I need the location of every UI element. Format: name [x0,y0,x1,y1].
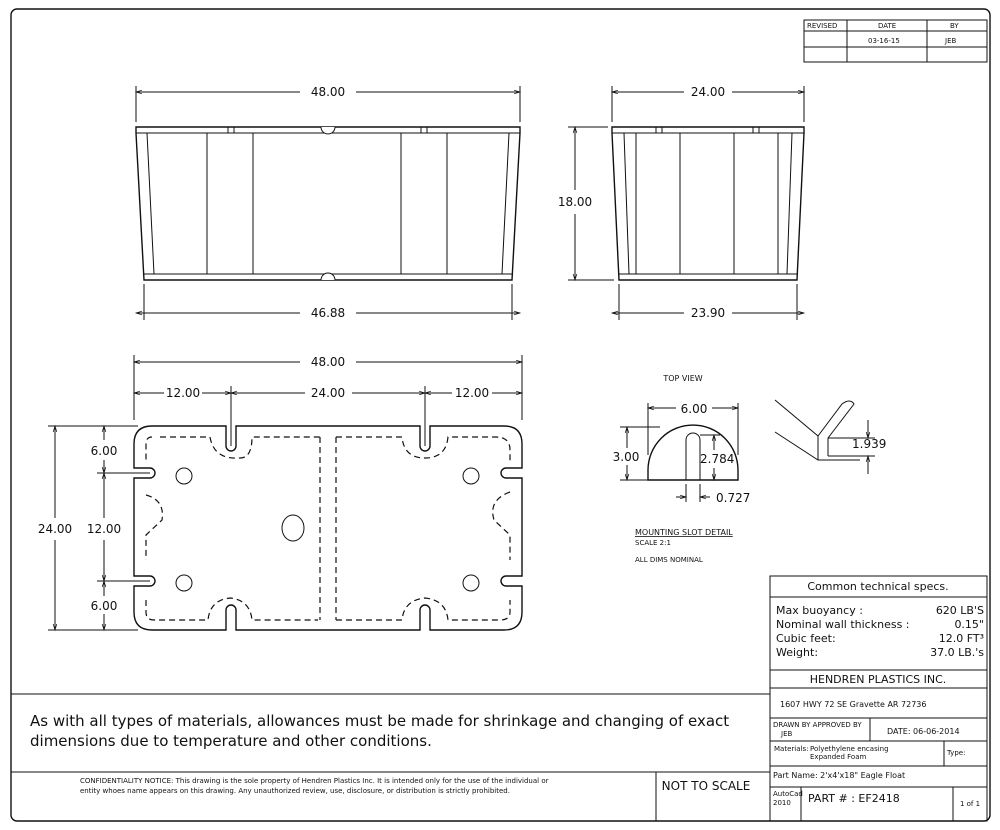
spec-label-buoyancy: Max buoyancy : [776,604,863,617]
slot-width-small: 0.727 [716,491,751,505]
autocad-year: 2010 [773,799,791,807]
front-top-width: 48.00 [310,85,346,99]
top-plan-view [38,355,522,630]
slot-depth: 2.784 [700,452,735,466]
plan-seg-right: 12.00 [454,386,490,400]
side-top-width: 24.00 [690,85,726,99]
side-view [558,85,804,320]
type-label: Type: [947,749,966,757]
notes-area [11,694,770,821]
rev-by: JEB [945,37,957,45]
spec-value-cubic: 12.0 FT³ [938,632,984,645]
slot-width: 6.00 [680,402,708,416]
slot-detail-note: ALL DIMS NOMINAL [635,556,703,564]
specs-title: Common technical specs. [807,580,949,593]
confidentiality-line-1: CONFIDENTIALITY NOTICE: This drawing is the sole property of Hendren Plastics Inc. It is intended only for the use of the individual or [80,777,549,785]
slot-height: 3.00 [612,450,640,464]
autocad-label: AutoCad [773,790,803,798]
rev-header-date: DATE [878,22,897,30]
materials-label: Materials: [774,745,809,753]
slot-detail-scale: SCALE 2:1 [635,539,671,547]
spec-label-weight: Weight: [776,646,819,659]
rev-date: 03-16-15 [868,37,900,45]
spec-value-weight: 37.0 LB.'s [930,646,984,659]
slot-side: 1.939 [852,437,887,451]
plan-v-top: 6.00 [90,444,118,458]
drawn-by: JEB [781,730,793,738]
front-bottom-width: 46.88 [310,306,346,320]
plan-v-bot: 6.00 [90,599,118,613]
spec-value-wall: 0.15" [954,618,984,631]
spec-value-buoyancy: 620 LB'S [935,604,984,617]
rev-header-revised: REVISED [807,22,838,30]
plan-v-mid: 12.00 [86,522,122,536]
spec-label-wall: Nominal wall thickness : [776,618,910,631]
title-block [770,670,987,821]
top-view-label: TOP VIEW [663,374,703,383]
front-view [136,85,520,320]
materials-line-2: Expanded Foam [810,753,867,761]
shrinkage-note-line-2: dimensions due to temperature and other conditions. [30,732,432,750]
part-name: Part Name: 2'x4'x18" Eagle Float [773,771,906,780]
revision-table [804,20,987,62]
mounting-slot-detail [613,374,887,564]
plan-overall-height: 24.00 [37,522,73,536]
side-height: 18.00 [557,195,593,209]
plan-seg-mid: 24.00 [310,386,346,400]
side-bottom-width: 23.90 [690,306,726,320]
drawing-date: DATE: 06-06-2014 [887,727,960,736]
sheet-number: 1 of 1 [959,800,981,808]
specs-table [770,576,987,670]
materials-line-1: Polyethylene encasing [810,745,889,753]
spec-label-cubic: Cubic feet: [776,632,836,645]
part-number: PART # : EF2418 [808,792,900,805]
company-name: HENDREN PLASTICS INC. [809,673,947,686]
slot-detail-title: MOUNTING SLOT DETAIL [635,528,733,537]
company-address: 1607 HWY 72 SE Gravette AR 72736 [780,700,927,709]
rev-header-by: BY [950,22,959,30]
scale-note: NOT TO SCALE [661,779,751,793]
shrinkage-note-line-1: As with all types of materials, allowances must be made for shrinkage and changing of exact [30,712,730,730]
plan-overall-width: 48.00 [310,355,346,369]
plan-seg-left: 12.00 [165,386,201,400]
drawn-by-label: DRAWN BY APPROVED BY [773,721,862,729]
confidentiality-line-2: entity whoes name appears on this drawing. Any unauthorized review, use, disclosure, or distribution is strictly prohibited. [80,787,510,795]
